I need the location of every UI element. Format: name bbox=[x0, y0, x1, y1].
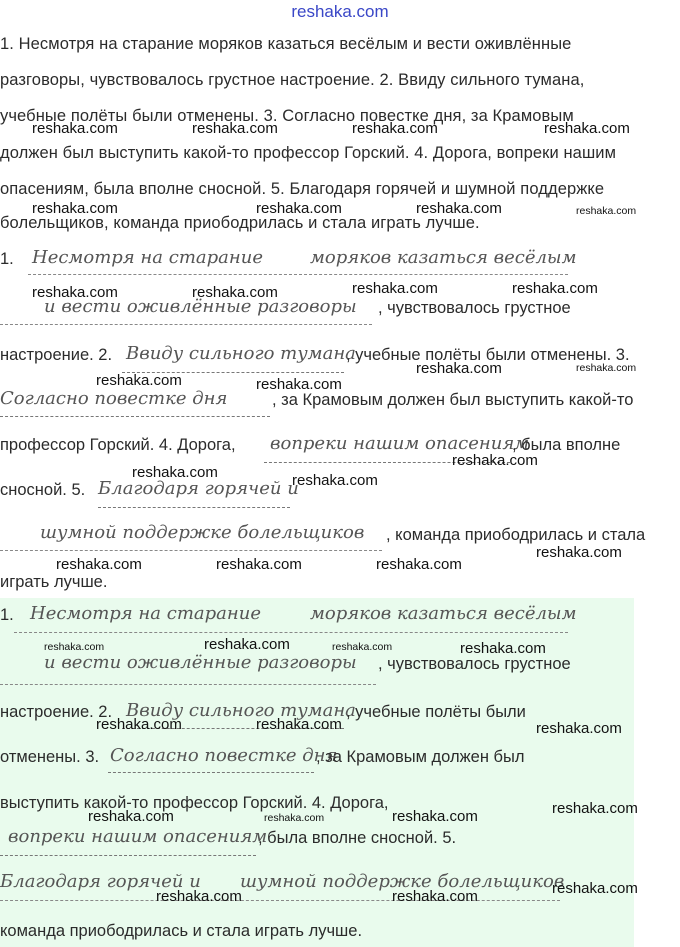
task-line-1: 1. Несмотря на старание моряков казаться весёлым и вести оживлённые bbox=[0, 35, 572, 53]
watermark: reshaka.com bbox=[576, 205, 637, 217]
watermark: reshaka.com bbox=[376, 556, 462, 573]
watermark: reshaka.com bbox=[332, 641, 393, 653]
answer2-adverbial: Ввиду сильного тумана bbox=[126, 700, 356, 721]
task-line-4: должен был выступить какой-то профессор Горский. 4. Дорога, вопреки нашим bbox=[0, 144, 617, 162]
watermark: reshaka.com bbox=[536, 544, 622, 561]
task-line-3: учебные полёты были отменены. 3. Согласно повестке дня, за Крамовым bbox=[0, 107, 574, 125]
answer1-text: настроение. 2. bbox=[0, 346, 113, 364]
answer2-text: , учебные полёты были bbox=[346, 703, 526, 721]
answer2-text: , чувствовалось грустное bbox=[378, 655, 571, 673]
answer1-object: моряков казаться весёлым bbox=[310, 247, 577, 268]
watermark: reshaka.com bbox=[552, 800, 638, 817]
watermark: reshaka.com bbox=[512, 280, 598, 297]
underline bbox=[28, 274, 568, 275]
watermark: reshaka.com bbox=[204, 636, 290, 653]
watermark: reshaka.com bbox=[88, 808, 174, 825]
answer1-object-2: и вести оживлённые разговоры bbox=[44, 296, 357, 317]
answer1-text: , учебные полёты были отменены. 3. bbox=[346, 346, 630, 364]
underline bbox=[0, 855, 256, 856]
watermark: reshaka.com bbox=[292, 472, 378, 489]
answer1-adverbial: Согласно повестке дня bbox=[0, 388, 228, 409]
answer1-text: , была вполне bbox=[512, 436, 621, 454]
answer1-text: , чувствовалось грустное bbox=[378, 299, 571, 317]
site-header[interactable]: reshaka.com bbox=[291, 2, 389, 21]
underline bbox=[0, 324, 372, 325]
underline bbox=[98, 507, 290, 508]
answer1-num: 1. bbox=[0, 250, 14, 268]
watermark: reshaka.com bbox=[96, 372, 182, 389]
watermark: reshaka.com bbox=[256, 200, 342, 217]
answer1-adverbial: вопреки нашим опасениям bbox=[270, 433, 530, 454]
underline bbox=[0, 550, 382, 551]
watermark: reshaka.com bbox=[132, 464, 218, 481]
watermark: reshaka.com bbox=[96, 716, 182, 733]
answer1-text: , за Крамовым должен был выступить какой-то bbox=[272, 391, 634, 409]
task-line-6: болельщиков, команда приободрилась и стала играть лучше. bbox=[0, 214, 480, 232]
watermark: reshaka.com bbox=[32, 200, 118, 217]
answer1-adverbial: шумной поддержке болельщиков bbox=[40, 522, 365, 543]
underline bbox=[14, 632, 568, 633]
answer2-adverbial: Согласно повестке дня bbox=[110, 745, 338, 766]
watermark: reshaka.com bbox=[416, 360, 502, 377]
watermark: reshaka.com bbox=[576, 362, 637, 374]
watermark: reshaka.com bbox=[256, 376, 342, 393]
watermark: reshaka.com bbox=[56, 556, 142, 573]
watermark: reshaka.com bbox=[552, 880, 638, 897]
watermark: reshaka.com bbox=[32, 284, 118, 301]
watermark: reshaka.com bbox=[192, 284, 278, 301]
answer1-text: сносной. 5. bbox=[0, 481, 86, 499]
answer1-text: профессор Горский. 4. Дорога, bbox=[0, 436, 236, 454]
answer1-adverbial: Ввиду сильного тумана bbox=[126, 343, 356, 364]
answer2-adverbial: шумной поддержке болельщиков bbox=[240, 871, 565, 892]
answer2-text: , была вполне сносной. 5. bbox=[258, 829, 457, 847]
underline bbox=[0, 684, 376, 685]
watermark: reshaka.com bbox=[352, 120, 438, 137]
watermark: reshaka.com bbox=[44, 641, 105, 653]
underline bbox=[108, 772, 314, 773]
watermark: reshaka.com bbox=[216, 556, 302, 573]
watermark: reshaka.com bbox=[156, 888, 242, 905]
answer2-text: отменены. 3. bbox=[0, 748, 100, 766]
watermark: reshaka.com bbox=[264, 812, 325, 824]
watermark: reshaka.com bbox=[256, 716, 342, 733]
task-line-5: опасениям, была вполне сносной. 5. Благодаря горячей и шумной поддержке bbox=[0, 180, 605, 198]
answer2-num: 1. bbox=[0, 606, 14, 624]
watermark: reshaka.com bbox=[192, 120, 278, 137]
answer2-text: настроение. 2. bbox=[0, 703, 113, 721]
watermark: reshaka.com bbox=[544, 120, 630, 137]
answer1-text: играть лучше. bbox=[0, 573, 108, 591]
answer2-object: моряков казаться весёлым bbox=[310, 603, 577, 624]
watermark: reshaka.com bbox=[536, 720, 622, 737]
task-line-2: разговоры, чувствовалось грустное настроение. 2. Ввиду сильного тумана, bbox=[0, 71, 585, 89]
watermark: reshaka.com bbox=[392, 888, 478, 905]
watermark: reshaka.com bbox=[392, 808, 478, 825]
watermark: reshaka.com bbox=[352, 280, 438, 297]
answer1-subject: Несмотря на старание bbox=[32, 247, 263, 268]
answer2-text: выступить какой-то профессор Горский. 4. Дорога, bbox=[0, 794, 389, 812]
watermark: reshaka.com bbox=[460, 640, 546, 657]
answer1-adverbial: Благодаря горячей и bbox=[98, 478, 299, 499]
answer2-subject: Несмотря на старание bbox=[30, 603, 261, 624]
answer2-adverbial: вопреки нашим опасениям bbox=[8, 826, 268, 847]
answer2-adverbial: Благодаря горячей и bbox=[0, 871, 201, 892]
answer2-object-2: и вести оживлённые разговоры bbox=[44, 652, 357, 673]
watermark: reshaka.com bbox=[452, 452, 538, 469]
answer2-text: , за Крамовым должен был bbox=[316, 748, 525, 766]
watermark: reshaka.com bbox=[416, 200, 502, 217]
answer2-text: команда приободрилась и стала играть лучше. bbox=[0, 922, 363, 940]
underline bbox=[0, 416, 270, 417]
watermark: reshaka.com bbox=[32, 120, 118, 137]
answer1-text: , команда приободрилась и стала bbox=[386, 526, 646, 544]
